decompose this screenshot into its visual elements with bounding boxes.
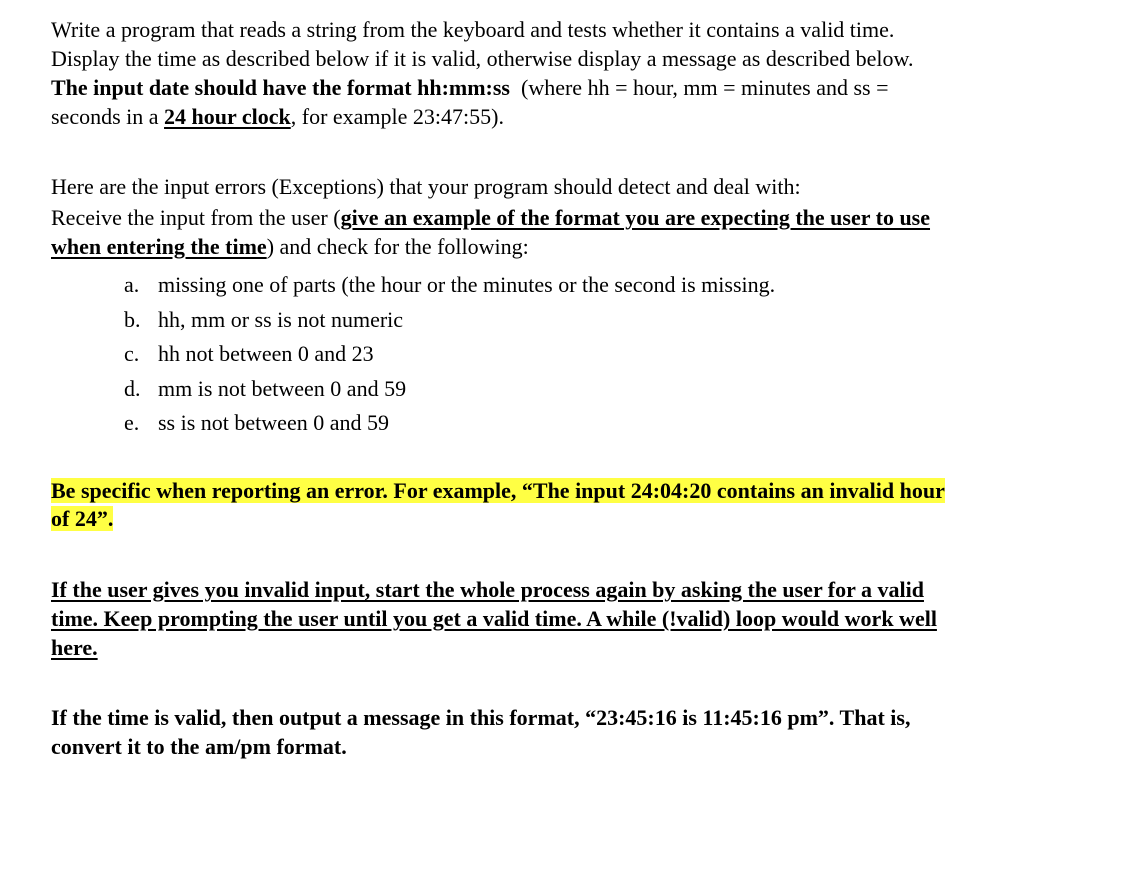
format-explanation: (where hh = hour, mm = minutes and ss = xyxy=(510,75,889,100)
intro-line-4-pre: seconds in a xyxy=(51,104,165,129)
list-item xyxy=(124,268,775,303)
output-line-1: If the time is valid, then output a message in this format, “23:45:16 is 11:45:16 pm”. That is, xyxy=(51,705,911,730)
intro-line-4-post: , for example 23:47:55). xyxy=(290,104,504,129)
intro-line-2: Display the time as described below if it is valid, otherwise display a message as described below. xyxy=(51,46,914,71)
errors-line-3-post: ) and check for the following: xyxy=(266,234,529,259)
loop-line-2: time. Keep prompting the user until you get a valid time. A while (!valid) loop would work well xyxy=(51,606,937,631)
list-item xyxy=(124,303,775,338)
highlighted-note xyxy=(51,477,945,533)
highlight-line-2-wrap xyxy=(51,505,945,533)
format-example-instruction: give an example of the format you are expecting the user to use xyxy=(340,205,931,230)
list-item-text: hh, mm or ss is not numeric xyxy=(158,306,404,332)
list-item xyxy=(124,337,775,372)
format-requirement: The input date should have the format hh:mm:ss xyxy=(51,75,510,100)
loop-instruction xyxy=(51,575,937,662)
list-marker: c. xyxy=(124,341,140,366)
intro-line-1: Write a program that reads a string from the keyboard and tests whether it contains a valid time. xyxy=(51,17,895,42)
intro-line-3 xyxy=(51,73,913,102)
list-item-text: ss is not between 0 and 59 xyxy=(158,410,389,435)
intro-line-4 xyxy=(51,102,913,131)
errors-line-1: Here are the input errors (Exceptions) that your program should detect and deal with: xyxy=(51,174,801,199)
output-line-2: convert it to the am/pm format. xyxy=(51,734,347,759)
list-item-text: missing one of parts (the hour or the minutes or the second is missing. xyxy=(158,272,776,297)
list-marker: b. xyxy=(124,306,141,332)
list-marker: e. xyxy=(124,410,140,435)
highlight-line-1: Be specific when reporting an error. For example, “The input 24:04:20 contains an invalid hour xyxy=(51,478,945,503)
loop-line-3: here. xyxy=(51,635,98,660)
highlight-line-2: of 24”. xyxy=(51,506,114,531)
format-example-instruction-cont: when entering the time xyxy=(51,234,267,259)
output-instruction xyxy=(51,703,910,761)
errors-line-3 xyxy=(51,233,930,261)
list-marker: d. xyxy=(124,375,141,401)
clock-type: 24 hour clock xyxy=(164,104,291,129)
error-checks-list xyxy=(124,268,775,441)
intro-paragraph xyxy=(51,15,913,131)
list-item-text: mm is not between 0 and 59 xyxy=(158,375,407,401)
list-item-text: hh not between 0 and 23 xyxy=(158,341,374,366)
highlight-line-1-wrap xyxy=(51,477,945,505)
list-item xyxy=(124,372,775,407)
errors-line-2 xyxy=(51,202,930,233)
errors-line-2-pre: Receive the input from the user ( xyxy=(51,205,341,230)
loop-line-1: If the user gives you invalid input, start the whole process again by asking the user for a valid xyxy=(51,577,924,602)
list-marker: a. xyxy=(124,272,140,297)
list-item xyxy=(124,406,775,441)
errors-paragraph xyxy=(51,171,930,261)
